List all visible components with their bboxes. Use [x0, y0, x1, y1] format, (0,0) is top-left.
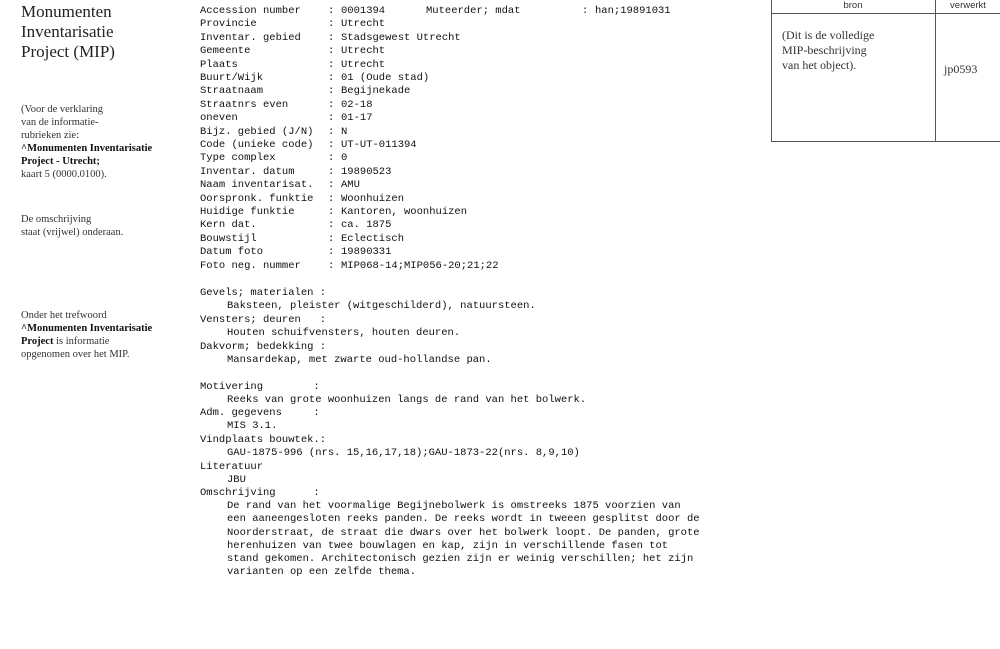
field-value: N: [341, 125, 348, 138]
field-value: Eclectisch: [341, 232, 405, 245]
field-value: Woonhuizen: [341, 192, 405, 205]
field-colon: :: [328, 18, 335, 31]
field-label: Datum foto: [200, 246, 264, 259]
field-colon: :: [328, 246, 335, 259]
field-value: Stadsgewest Utrecht: [341, 31, 461, 44]
field-value: Utrecht: [341, 58, 386, 71]
field-row: [200, 32, 600, 45]
omschrijving-text: De rand van het voormalige Begijnebolwerk is omstreeks 1875 voorzien van een aaneengesloten reeks panden. De reeks wordt in tweeen gesplitst door de Noorderstraat, de straat die dwars over het bolwerk loopt. De panden, grote herenhuizen van twee bouwlagen en kap, zijn in verschillende fasen tot stand gekomen. Architectonisch gezien zijn er weinig verschillen; het zijn varianten op een zelfde thema.: [227, 500, 700, 579]
field-label: Code (unieke code): [200, 139, 314, 151]
field-row: [200, 206, 600, 219]
note-omschrijving: [21, 213, 191, 239]
dakvorm-label: Dakvorm; bedekking :: [200, 341, 327, 353]
field-value: Utrecht: [341, 18, 386, 31]
field-label: Naam inventarisat.: [200, 179, 314, 192]
motivering-label: Motivering :: [200, 381, 320, 393]
note-line: staat (vrijwel) onderaan.: [21, 227, 124, 238]
field-value: ca. 1875: [341, 219, 392, 232]
field-label: Gemeente: [200, 45, 251, 58]
field-row: [200, 126, 600, 139]
table-header-divider: [771, 13, 1000, 14]
field-colon: :: [328, 179, 335, 192]
field-label: Foto neg. nummer: [200, 259, 301, 272]
field-label: oneven: [200, 112, 238, 125]
verwerkt-header: verwerkt: [950, 0, 986, 11]
field-label: Buurt/Wijk: [200, 72, 264, 84]
source-table: [771, 0, 1000, 142]
field-colon: :: [328, 72, 335, 84]
motivering-value: Reeks van grote woonhuizen langs de rand van het bolwerk.: [227, 394, 587, 406]
field-row: [200, 233, 600, 246]
field-row: [200, 59, 600, 72]
omschrijving-label: Omschrijving :: [200, 487, 320, 499]
field-row: [200, 99, 600, 112]
table-border: [771, 0, 772, 142]
note-bold-line: Project: [21, 336, 54, 347]
table-border: [935, 0, 936, 142]
note-line: De omschrijving: [21, 214, 92, 225]
gevels-value: Baksteen, pleister (witgeschilderd), natuursteen.: [227, 300, 536, 312]
field-row: [200, 5, 600, 18]
bron-header: bron: [843, 0, 863, 11]
field-colon: :: [328, 165, 335, 178]
field-value: UT-UT-011394: [341, 139, 417, 151]
field-colon: :: [328, 85, 335, 98]
note-line: is informatie: [53, 336, 110, 347]
field-label: Straatnaam: [200, 85, 264, 98]
mip-title: Monumenten Inventarisatie Project (MIP): [21, 2, 115, 61]
literatuur-value: JBU: [227, 474, 246, 486]
field-value: 0001394: [341, 5, 386, 17]
field-colon: :: [328, 5, 335, 17]
literatuur-label: Literatuur: [200, 461, 264, 473]
field-value: han;19891031: [595, 5, 671, 17]
note-trefwoord: [21, 309, 191, 361]
note-bold-line: ^Monumenten Inventarisatie: [21, 143, 153, 154]
field-value: 19890523: [341, 165, 392, 178]
field-value: Begijnekade: [341, 85, 411, 98]
field-label: Type complex: [200, 152, 276, 165]
field-row: [200, 139, 600, 152]
field-label: Inventar. datum: [200, 165, 295, 178]
adm-label: Adm. gegevens :: [200, 407, 320, 419]
field-row: [200, 246, 600, 259]
field-colon: :: [328, 98, 335, 111]
field-value: 02-18: [341, 98, 373, 111]
field-row: [200, 260, 600, 273]
field-label: Bouwstijl: [200, 232, 257, 245]
note-bold-line: ^Monumenten Inventarisatie: [21, 323, 153, 334]
field-label: Inventar. gebied: [200, 31, 301, 44]
field-row: [200, 152, 600, 165]
field-colon: :: [328, 58, 335, 71]
note-line: Onder het trefwoord: [21, 310, 107, 321]
field-value: Utrecht: [341, 45, 386, 58]
field-value: 0: [341, 152, 348, 165]
note-line: (Voor de verklaring: [21, 104, 104, 115]
field-label: Provincie: [200, 18, 257, 31]
note-bold-line: Project - Utrecht;: [21, 156, 100, 167]
field-colon: :: [328, 139, 335, 151]
field-colon: :: [328, 259, 335, 272]
note-verklaring: [21, 103, 191, 181]
note-line: van de informatie-: [21, 117, 99, 128]
field-colon: :: [328, 206, 335, 218]
gevels-label: Gevels; materialen :: [200, 287, 327, 299]
table-bottom-border: [771, 141, 1000, 142]
field-label: Bijz. gebied (J/N): [200, 125, 314, 138]
vensters-label: Vensters; deuren :: [200, 314, 327, 326]
field-colon: :: [328, 31, 335, 44]
field-row: [200, 72, 600, 85]
field-row: [200, 18, 600, 31]
field-row: [200, 193, 600, 206]
left-margin: [0, 0, 185, 649]
field-colon: :: [328, 112, 335, 125]
bron-text: (Dit is de volledige MIP-beschrijving van het object).: [782, 28, 875, 72]
field-label: Oorspronk. funktie: [200, 192, 314, 205]
vindplaats-label: Vindplaats bouwtek.:: [200, 434, 327, 446]
field-row: [200, 45, 600, 58]
vensters-value: Houten schuifvensters, houten deuren.: [227, 327, 461, 339]
field-colon: :: [328, 125, 335, 138]
field-label: Kern dat.: [200, 219, 257, 232]
field-colon: :: [328, 219, 335, 232]
field-value: Kantoren, woonhuizen: [341, 206, 468, 218]
field-row: [200, 112, 600, 125]
field-label: Straatnrs even: [200, 98, 289, 111]
field-value: MIP068-14;MIP056-20;21;22: [341, 259, 499, 272]
field-row: [200, 166, 600, 179]
note-line: kaart 5 (0000.0100).: [21, 169, 107, 180]
field-colon: :: [328, 152, 335, 165]
field-colon: :: [582, 5, 589, 17]
field-label: Huidige funktie: [200, 206, 295, 218]
field-row: [200, 219, 600, 232]
adm-value: MIS 3.1.: [227, 420, 278, 432]
field-label: Muteerder; mdat: [426, 5, 521, 17]
field-colon: :: [328, 232, 335, 245]
field-label: Accession number: [200, 5, 301, 17]
field-value: 19890331: [341, 246, 392, 259]
field-value: 01-17: [341, 112, 373, 125]
field-value: 01 (Oude stad): [341, 72, 430, 84]
note-line: opgenomen over het MIP.: [21, 349, 130, 360]
note-line: rubrieken zie:: [21, 130, 80, 141]
field-label: Plaats: [200, 58, 238, 71]
field-row: [200, 85, 600, 98]
vindplaats-value: GAU-1875-996 (nrs. 15,16,17,18);GAU-1873-22(nrs. 8,9,10): [227, 447, 580, 459]
field-colon: :: [328, 45, 335, 58]
field-colon: :: [328, 192, 335, 205]
dakvorm-value: Mansardekap, met zwarte oud-hollandse pan.: [227, 354, 492, 366]
field-value: AMU: [341, 179, 360, 192]
field-row: [200, 179, 600, 192]
verwerkt-value: jp0593: [944, 62, 978, 76]
